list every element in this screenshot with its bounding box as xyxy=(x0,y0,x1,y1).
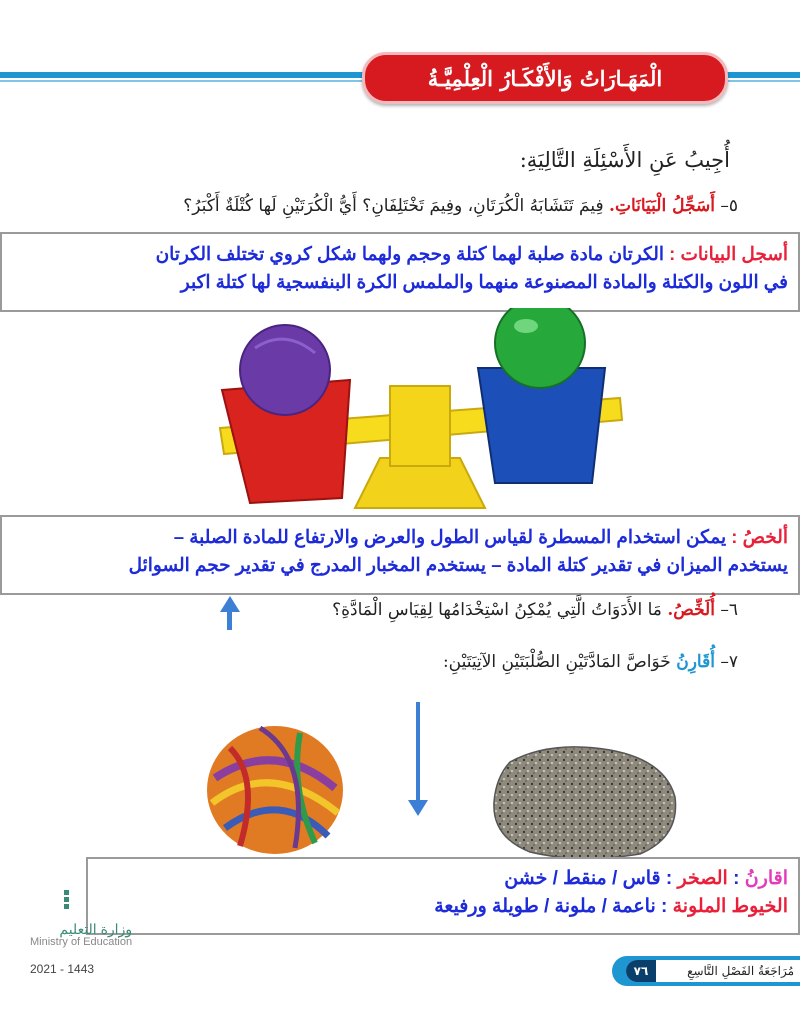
questions-heading: أُجِيبُ عَنِ الأَسْئِلَةِ التَّالِيَةِ: xyxy=(519,148,730,172)
rock-image xyxy=(490,742,680,862)
rock-properties: قاس / منقط / خشن xyxy=(504,868,661,889)
answer-separator: : xyxy=(655,896,673,917)
answer-label: ألخصُ xyxy=(742,526,788,547)
answer-separator: : xyxy=(727,868,745,889)
question-number: ٦– xyxy=(720,600,738,620)
answer-separator: : xyxy=(726,526,743,547)
answer-line-2: يستخدم الميزان في تقدير كتلة المادة – يستخدم المخبار المدرج في تقدير حجم السوائل xyxy=(128,554,788,575)
answer-line-1: يمكن استخدام المسطرة لقياس الطول والعرض والارتفاع للمادة الصلبة – xyxy=(173,526,727,547)
answer-box-7 xyxy=(86,857,800,935)
ministry-text xyxy=(30,923,132,949)
question-text: فِيمَ تَتَشَابَهُ الْكُرَتَانِ، وفِيمَ تَخْتَلِفَانِ؟ أَيُّ الْكُرَتَيْنِ لَها كُتْلَةٌ أَكْبَرُ؟ xyxy=(183,196,604,216)
question-number: ٥– xyxy=(720,196,738,216)
arrow-down-icon xyxy=(408,800,428,816)
question-keyword: أُلَخِّصُ. xyxy=(667,600,715,620)
question-6 xyxy=(332,600,738,620)
question-keyword: أَسَجِّلُ الْبَيَانَاتِ. xyxy=(609,196,715,216)
arrow-up-stem xyxy=(227,612,232,630)
question-text: مَا الأَدَوَاتُ الَّتِي يُمْكِنُ اسْتِخْدَامُها لِقِيَاسِ الْمَادَّةِ؟ xyxy=(332,600,662,620)
rock-label: الصخر xyxy=(677,868,728,889)
section-title: الْمَهَـارَاتُ وَالأَفْكَـارُ الْعِلْمِيَّـةُ xyxy=(362,52,728,104)
chapter-title: مُرَاجَعَةُ الفَصْلِ التَّاسِعِ xyxy=(687,964,794,978)
ministry-name-ar: وزارة التعليم xyxy=(59,921,133,937)
arrow-down-stem xyxy=(416,702,420,802)
ministry-logo-icon xyxy=(64,888,74,918)
answer-label: اقارنُ xyxy=(744,868,788,889)
logo-dot xyxy=(64,890,69,895)
answer-label: أسجل البيانات xyxy=(680,243,788,264)
question-5 xyxy=(183,196,738,216)
question-text: خَوَاصَّ المَادَّتَيْنِ الصُّلْبَتَيْنِ الآتِيَتَيْنِ: xyxy=(442,652,671,672)
scale-pillar xyxy=(390,386,450,466)
page-number: ٧٦ xyxy=(626,960,656,982)
balance-scale-image xyxy=(210,308,630,513)
question-7 xyxy=(443,652,738,672)
rock xyxy=(494,747,676,859)
green-ball xyxy=(495,308,585,388)
answer-box-5 xyxy=(0,232,800,312)
question-number: ٧– xyxy=(720,652,738,672)
answer-line-1: الكرتان مادة صلبة لهما كتلة وحجم ولهما شكل كروي تختلف الكرتان xyxy=(155,243,665,264)
yarn-properties: ناعمة / ملونة / طويلة ورفيعة xyxy=(434,896,656,917)
arrow-up-icon xyxy=(220,596,240,612)
ministry-name-en: Ministry of Education xyxy=(30,936,133,948)
answer-box-6 xyxy=(0,515,800,595)
answer-separator: : xyxy=(660,868,678,889)
green-ball-highlight xyxy=(514,319,538,333)
yarn-label: الخيوط الملونة xyxy=(672,896,788,917)
logo-dot xyxy=(64,897,69,902)
logo-dot xyxy=(64,904,69,909)
answer-line-2: في اللون والكتلة والمادة المصنوعة منهما والملمس الكرة البنفسجية لها كتلة اكبر xyxy=(180,271,788,292)
yarn-ball-image xyxy=(200,718,350,858)
edition-year: 2021 - 1443 xyxy=(30,962,95,976)
question-keyword: أُقَارِنُ xyxy=(676,652,715,672)
answer-separator: : xyxy=(664,243,681,264)
